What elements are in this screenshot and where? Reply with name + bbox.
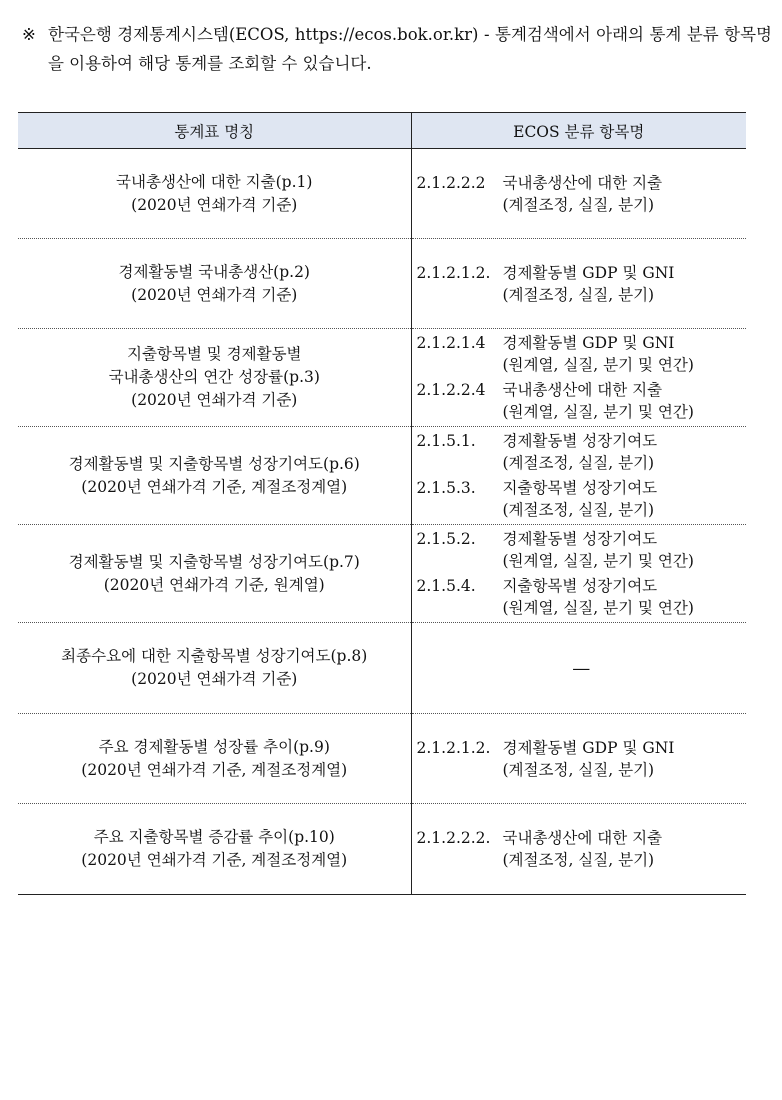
ecos-code: 2.1.5.4. — [416, 577, 476, 595]
ecos-entry — [417, 430, 747, 474]
ecos-item-line: 지출항목별 성장기여도 — [502, 479, 658, 497]
ecos-items — [411, 149, 746, 239]
stat-table-name — [18, 239, 411, 329]
header-ecos-item: ECOS 분류 항목명 — [411, 113, 746, 149]
ecos-item-line: (원계열, 실질, 분기 및 연간) — [502, 403, 694, 421]
ecos-item-line: 경제활동별 GDP 및 GNI — [502, 334, 675, 352]
ecos-item-line: 국내총생산에 대한 지출 — [502, 381, 663, 399]
ecos-items — [411, 427, 746, 525]
ecos-item-name — [503, 575, 747, 619]
ecos-entry — [417, 827, 747, 871]
ecos-item-line: (원계열, 실질, 분기 및 연간) — [502, 552, 694, 570]
stat-table-name — [18, 623, 411, 714]
stat-table-name-line: (2020년 연쇄가격 기준, 원계열) — [103, 575, 325, 594]
no-item-dash: — — [572, 657, 591, 679]
stat-table-name — [18, 714, 411, 804]
ecos-item-name — [503, 528, 747, 572]
stat-table-name-line: 최종수요에 대한 지출항목별 성장기여도(p.8) — [61, 647, 368, 665]
ecos-code: 2.1.2.1.2. — [416, 738, 491, 757]
stat-table-name-line: 경제활동별 및 지출항목별 성장기여도(p.7) — [68, 552, 360, 571]
ecos-code: 2.1.2.1.4 — [416, 334, 486, 352]
ecos-item-line: 경제활동별 성장기여도 — [502, 432, 658, 450]
ecos-item-line: (계절조정, 실질, 분기) — [502, 851, 655, 869]
ecos-code: 2.1.2.2.4 — [416, 381, 486, 399]
stat-table-name — [18, 525, 411, 623]
table-row — [18, 149, 746, 239]
ecos-entry — [417, 575, 747, 619]
table-row — [18, 714, 746, 804]
ecos-item-line: 지출항목별 성장기여도 — [502, 577, 658, 595]
stat-table-name-line: 주요 지출항목별 증감률 추이(p.10) — [93, 828, 335, 846]
ecos-entry — [417, 262, 747, 306]
ecos-item-name — [503, 379, 747, 423]
ecos-note — [22, 20, 772, 78]
stat-table-name-line: (2020년 연쇄가격 기준) — [131, 670, 298, 688]
ecos-item-line: (원계열, 실질, 분기 및 연간) — [502, 356, 694, 374]
ecos-item-line: (계절조정, 실질, 분기) — [502, 501, 655, 519]
ecos-entry — [417, 172, 747, 216]
reference-mark: ※ — [22, 25, 36, 44]
ecos-item-name — [503, 430, 747, 474]
ecos-entry — [417, 477, 747, 521]
stat-table-name — [18, 804, 411, 895]
stat-table-name-line: 주요 경제활동별 성장률 추이(p.9) — [98, 737, 330, 756]
ecos-entry — [417, 332, 747, 376]
ecos-item-line: (계절조정, 실질, 분기) — [502, 195, 655, 214]
stat-table-name-line: (2020년 연쇄가격 기준, 계절조정계열) — [81, 760, 348, 779]
ecos-item-name — [503, 262, 747, 306]
ecos-code: 2.1.2.2.2 — [416, 173, 486, 192]
stat-table-name — [18, 427, 411, 525]
ecos-item-name — [503, 737, 747, 781]
stat-table-name-line: 지출항목별 및 경제활동별 — [126, 345, 302, 363]
ecos-item-name — [503, 827, 747, 871]
stat-table-name-line: (2020년 연쇄가격 기준) — [131, 391, 298, 409]
ecos-entry — [417, 379, 747, 423]
ecos-code: 2.1.5.2. — [416, 530, 476, 548]
ecos-entry — [417, 737, 747, 781]
table-row — [18, 239, 746, 329]
ecos-item-name — [503, 172, 747, 216]
ecos-item-line: (계절조정, 실질, 분기) — [502, 454, 655, 472]
ecos-code: 2.1.5.3. — [416, 479, 476, 497]
table-row — [18, 525, 746, 623]
table-row — [18, 623, 746, 714]
ecos-code: 2.1.2.1.2. — [416, 263, 491, 282]
stat-table-name — [18, 149, 411, 239]
ecos-item-line: 경제활동별 성장기여도 — [502, 530, 658, 548]
stat-table-name-line: 경제활동별 및 지출항목별 성장기여도(p.6) — [68, 454, 360, 473]
statistics-table — [18, 112, 746, 895]
stat-table-name-line: 국내총생산의 연간 성장률(p.3) — [108, 368, 320, 386]
table-header-row — [18, 113, 746, 149]
ecos-items — [411, 239, 746, 329]
stat-table-name-line: (2020년 연쇄가격 기준) — [131, 285, 298, 304]
ecos-code: 2.1.2.2.2. — [416, 829, 491, 847]
note-text: 한국은행 경제통계시스템(ECOS, https://ecos.bok.or.kr) - 통계검색에서 아래의 통계 분류 항목명을 이용하여 해당 통계를 조회할 수 있습니다. — [48, 25, 772, 73]
ecos-item-line: 국내총생산에 대한 지출 — [502, 173, 663, 192]
ecos-items — [411, 329, 746, 427]
ecos-item-line: 경제활동별 GDP 및 GNI — [502, 263, 675, 282]
table-row — [18, 329, 746, 427]
ecos-item-line: (계절조정, 실질, 분기) — [502, 285, 655, 304]
ecos-items — [411, 804, 746, 895]
ecos-items — [411, 714, 746, 804]
ecos-item-name — [503, 332, 747, 376]
ecos-code: 2.1.5.1. — [416, 432, 476, 450]
ecos-item-name — [503, 477, 747, 521]
ecos-item-line: 국내총생산에 대한 지출 — [502, 829, 663, 847]
ecos-items — [411, 623, 746, 714]
stat-table-name-line: 경제활동별 국내총생산(p.2) — [118, 262, 310, 281]
header-table-name: 통계표 명칭 — [18, 113, 411, 149]
table-row — [18, 804, 746, 895]
table-row — [18, 427, 746, 525]
ecos-items — [411, 525, 746, 623]
stat-table-name-line: (2020년 연쇄가격 기준, 계절조정계열) — [81, 851, 348, 869]
ecos-item-line: 경제활동별 GDP 및 GNI — [502, 738, 675, 757]
ecos-entry — [417, 528, 747, 572]
ecos-item-line: (계절조정, 실질, 분기) — [502, 760, 655, 779]
stat-table-name — [18, 329, 411, 427]
stat-table-name-line: (2020년 연쇄가격 기준, 계절조정계열) — [81, 477, 348, 496]
ecos-item-line: (원계열, 실질, 분기 및 연간) — [502, 599, 694, 617]
stat-table-name-line: 국내총생산에 대한 지출(p.1) — [116, 172, 313, 191]
stat-table-name-line: (2020년 연쇄가격 기준) — [131, 195, 298, 214]
